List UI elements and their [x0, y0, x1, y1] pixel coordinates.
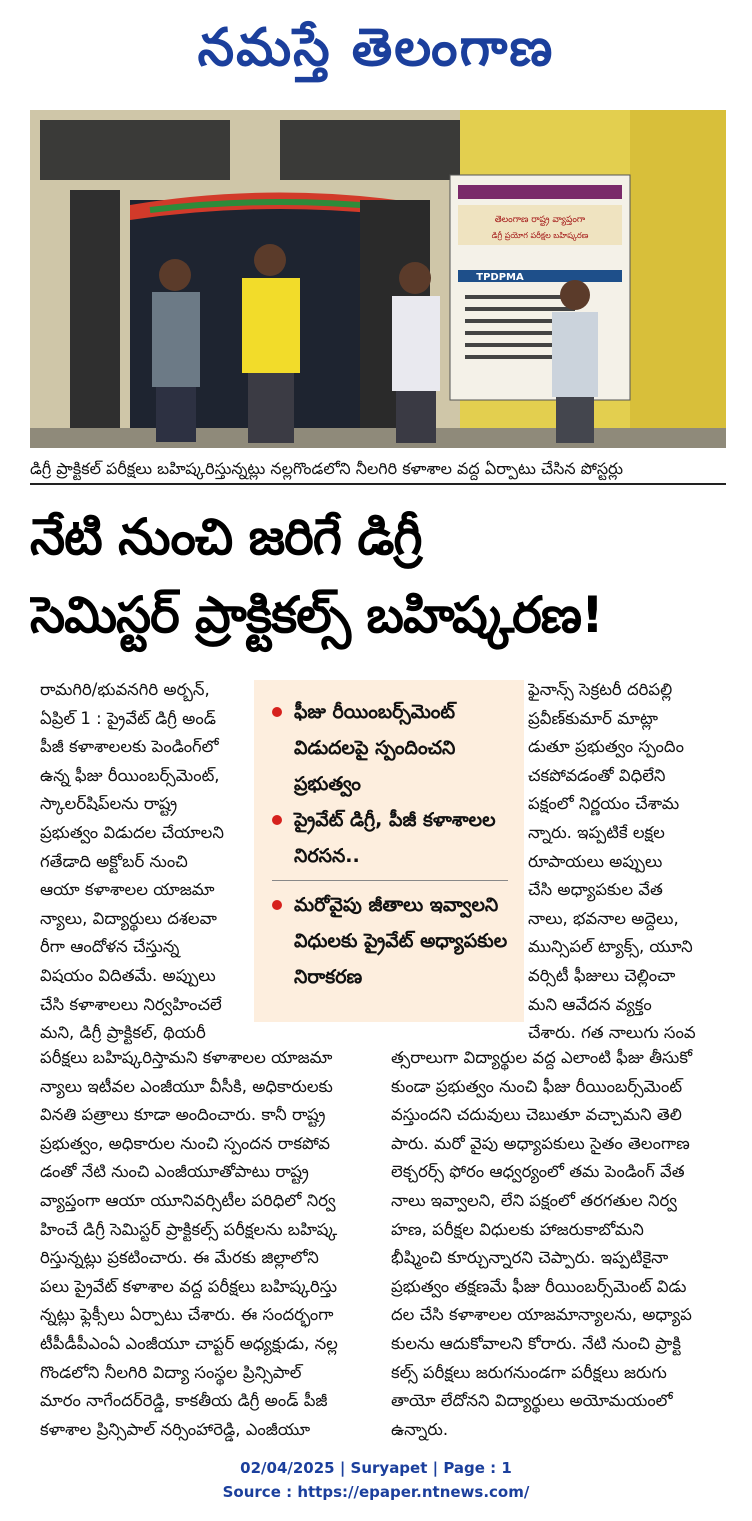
- body-line: గొండలోని నీలగిరి విద్యా సంస్థల ప్రిన్సిపాల్: [40, 1362, 302, 1382]
- highlight-item: [272, 694, 508, 802]
- body-line: హణ, పరీక్షల విధులకు హాజరుకాబోమని: [391, 1219, 644, 1239]
- body-line: చేసి కళాశాలలు నిర్వహించలే: [40, 994, 222, 1014]
- body-line: న్యాలు ఇటీవల ఎంజీయూ వీసీకి, అధికారులకు: [40, 1076, 333, 1096]
- bullet-icon: [272, 815, 282, 825]
- body-line: నాలు, భవనాల అద్దెలు,: [528, 908, 679, 928]
- article-column-right: [528, 676, 724, 1048]
- body-line: మని, డిగ్రీ ప్రాక్టికల్, థియరీ: [40, 1023, 206, 1043]
- bullet-icon: [272, 707, 282, 717]
- body-line: రామగిరి/భువనగిరి అర్బన్,: [40, 680, 210, 699]
- body-line: వస్తుందని చదువులు చెబుతూ వచ్చామని తెలి: [391, 1105, 682, 1125]
- body-line: పక్షంలో నిర్ణయం చేశామ: [528, 794, 680, 814]
- body-line: న్యాలు, విద్యార్థులు దశలవా: [40, 908, 217, 928]
- body-line: కుండా ప్రభుత్వం నుంచి ఫీజు రీయింబర్స్‌మెంట్: [391, 1076, 683, 1096]
- body-line: పారు. మరో వైపు అధ్యాపకులు సైతం తెలంగాణ: [391, 1133, 690, 1153]
- body-line: వర్సిటీ ఫీజులు చెల్లించా: [528, 965, 676, 985]
- body-line: వ్యాప్తంగా ఆయా యూనివర్సిటీల పరిధిలో నిర్వ: [40, 1190, 336, 1210]
- source-link[interactable]: Source : https://epaper.ntnews.com/: [222, 1483, 530, 1501]
- body-line: పరీక్షలు బహిష్కరిస్తామని కళాశాలల యాజమా: [40, 1048, 333, 1067]
- headline: [30, 498, 726, 654]
- page-footer: [0, 1456, 752, 1504]
- poster-line-3: TPDPMA: [476, 272, 524, 283]
- dateline: 02/04/2025 | Suryapet | Page : 1: [240, 1459, 512, 1477]
- body-line: రిస్తున్నట్లు ప్రకటించారు. ఈ మేరకు జిల్లాలోని: [40, 1248, 319, 1268]
- body-line: పలు ప్రైవేట్ కళాశాల వద్ద పరీక్షలు బహిష్కరిస్తు: [40, 1276, 338, 1296]
- headline-line-1: నేటి నుంచి జరిగే డిగ్రీ: [30, 508, 422, 566]
- body-line: ప్రభుత్వం, అధికారుల నుంచి స్పందన రాకపోవ: [40, 1133, 330, 1153]
- body-line: ప్రభుత్వం విడుదల చేయాలని: [40, 822, 224, 842]
- body-line: ఆయా కళాశాలల యాజమా: [40, 880, 215, 900]
- newspaper-logo: నమస్తే తెలంగాణ: [197, 17, 555, 78]
- body-line: భీష్మించి కూర్చున్నారని చెప్పారు. ఇప్పటికైనా: [391, 1248, 669, 1268]
- highlight-text: ప్రైవేట్ డిగ్రీ, పీజీ కళాశాలల నిరసన..: [294, 809, 496, 867]
- body-line: డంతో నేటి నుంచి ఎంజీయూతోపాటు రాష్ట్ర: [40, 1162, 309, 1182]
- body-line: డుతూ ప్రభుత్వం స్పందిం: [528, 737, 684, 757]
- body-line: చేసి అధ్యాపకుల వేత: [528, 880, 663, 900]
- body-line: ప్రవీణ్‌కుమార్ మాట్లా: [528, 708, 658, 728]
- body-line: పీజీ కళాశాలలకు పెండింగ్‌లో: [40, 737, 219, 757]
- headline-line-2: సెమిస్టర్ ప్రాక్టికల్స్ బహిష్కరణ!: [30, 586, 603, 644]
- body-line: దల చేసి కళాశాలల యాజమాన్యాలను, అధ్యాప: [391, 1305, 692, 1325]
- body-line: వినతి పత్రాలు కూడా అందించారు. కానీ రాష్ట్ర: [40, 1105, 326, 1125]
- body-line: చేశారు. గత నాలుగు సంవ: [528, 1023, 696, 1043]
- body-line: మని ఆవేదన వ్యక్తం: [528, 994, 652, 1014]
- highlight-item: [272, 887, 508, 995]
- body-line: నాలు ఇవ్వాలని, లేని పక్షంలో తరగతుల నిర్వ: [391, 1190, 677, 1210]
- body-line: హించే డిగ్రీ సెమిస్టర్ ప్రాక్టికల్స్ పరీక్షలను బహిష్క: [40, 1219, 338, 1239]
- poster-line-2: డిగ్రీ ప్రయోగ పరీక్షల బహిష్కరణ: [491, 231, 589, 240]
- body-line: ఉన్నారు.: [391, 1419, 449, 1439]
- bullet-icon: [272, 900, 282, 910]
- highlight-divider: [272, 880, 508, 881]
- news-photo: [30, 110, 726, 448]
- article-column-bottom-left: [40, 1044, 380, 1444]
- highlight-item: [272, 802, 508, 874]
- body-line: విషయం విదితమే. అప్పులు: [40, 965, 216, 985]
- body-line: న్నట్లు ఫ్లెక్సీలు ఏర్పాటు చేశారు. ఈ సందర్భంగా: [40, 1305, 334, 1325]
- body-line: రూపాయలు అప్పులు: [528, 851, 663, 871]
- body-line: లెక్చరర్స్ ఫోరం ఆధ్వర్యంలో తమ పెండింగ్ వేత: [391, 1162, 685, 1182]
- body-line: ప్రభుత్వం తక్షణమే ఫీజు రీయింబర్స్‌మెంట్ విడు: [391, 1276, 687, 1296]
- highlight-text: మరోవైపు జీతాలు ఇవ్వాలని విధులకు ప్రైవేట్ అధ్యాపకుల నిరాకరణ: [294, 894, 508, 988]
- body-line: గతేడాది అక్టోబర్ నుంచి: [40, 851, 188, 871]
- masthead: [0, 8, 752, 88]
- body-line: టీపీడీపీఎంఏ ఎంజీయూ చాప్టర్ అధ్యక్షుడు, నల్ల: [40, 1333, 338, 1353]
- body-line: కులను ఆదుకోవాలని కోరారు. నేటి నుంచి ప్రాక్టి: [391, 1333, 682, 1353]
- article-column-left: [40, 676, 250, 1048]
- body-line: తాయో లేదోనని విద్యార్థులు అయోమయంలో: [391, 1391, 673, 1411]
- photo-illustration: [30, 110, 726, 448]
- highlight-text: ఫీజు రీయింబర్స్‌మెంట్ విడుదలపై స్పందించని ప్రభుత్వం: [294, 701, 456, 795]
- highlights-box: [254, 680, 524, 1022]
- poster-line-1: తెలంగాణ రాష్ట్ర వ్యాప్తంగా: [494, 215, 586, 225]
- body-line: ఉన్న ఫీజు రీయింబర్స్‌మెంట్,: [40, 765, 220, 785]
- body-line: మున్సిపల్ ట్యాక్స్, యూని: [528, 937, 693, 957]
- body-line: కళాశాల ప్రిన్సిపాల్ నర్సింహారెడ్డి, ఎంజీయూ: [40, 1419, 311, 1439]
- body-line: ఏప్రిల్ 1 : ప్రైవేట్ డిగ్రీ అండ్: [40, 708, 216, 728]
- body-line: ఫైనాన్స్ సెక్రటరీ దరిపల్లి: [528, 680, 673, 699]
- body-line: న్నారు. ఇప్పటికే లక్షల: [528, 822, 665, 842]
- body-line: స్కాలర్‌షిప్‌లను రాష్ట్ర: [40, 794, 178, 814]
- body-line: మారం నాగేందర్‌రెడ్డి, కాకతీయ డిగ్రీ అండ్ పీజీ: [40, 1391, 328, 1411]
- body-line: రీగా ఆందోళన చేస్తున్న: [40, 937, 180, 957]
- photo-caption: డిగ్రీ ప్రాక్టికల్ పరీక్షలు బహిష్కరిస్తున్నట్లు నల్లగొండలోని నీలగిరి కళాశాల వద్ద ఏర్పాటు చేసిన పోస్టర్లు: [30, 455, 726, 485]
- body-line: కల్స్ పరీక్షలు జరుగనుండగా పరీక్షలు జరుగు: [391, 1362, 667, 1382]
- article-column-bottom-right: [391, 1044, 725, 1444]
- body-line: చకపోవడంతో విధిలేని: [528, 765, 666, 785]
- body-line: త్సరాలుగా విద్యార్థుల వద్ద ఎలాంటి ఫీజు తీసుకో: [391, 1048, 693, 1067]
